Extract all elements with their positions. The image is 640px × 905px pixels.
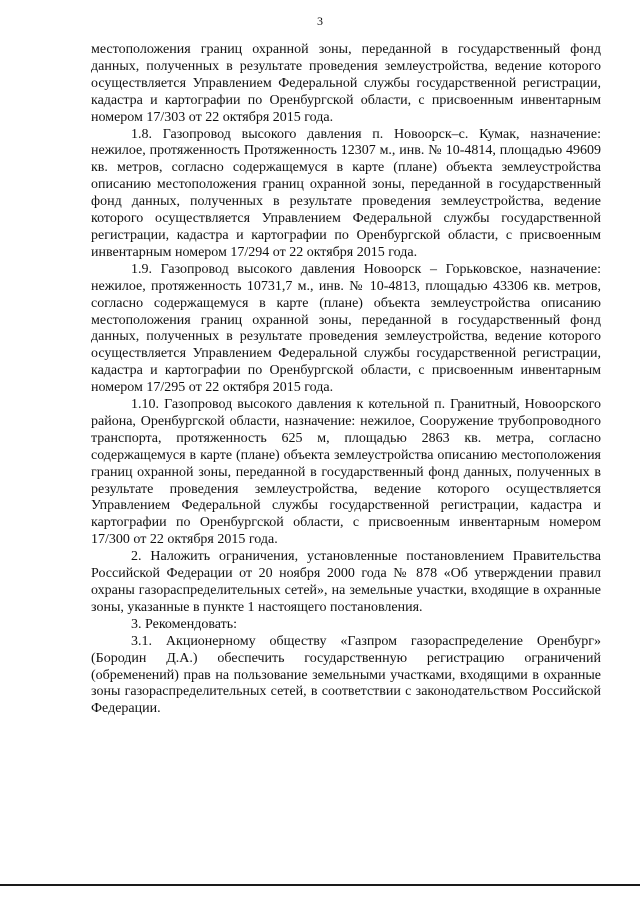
- paragraph-item-1-8: 1.8. Газопровод высокого давления п. Новоорск–с. Кумак, назначение: нежилое, протяженность Протяженность 12307 м., инв. № 10-4814, площадью 49609 кв. метров, согласно содержащемуся в карте (плане) объекта землеустройства описанию местоположения границ охранной зоны, переданной в государственный фонд данных, полученных в результате проведения землеустройства, ведение которого осуществляется Управлением Федеральной службы государственной регистрации, кадастра и картографии по Оренбургской области, с присвоенным инвентарным номером 17/294 от 22 октября 2015 года.: [91, 126, 601, 260]
- document-body: [91, 42, 601, 718]
- bottom-divider: [0, 884, 640, 886]
- paragraph-item-1-9: 1.9. Газопровод высокого давления Новоорск – Горьковское, назначение: нежилое, протяженность 10731,7 м., инв. № 10-4813, площадью 43306 кв. метров, согласно содержащемуся в карте (плане) объекта землеустройства описанию местоположения границ охранной зоны, переданной в государственный фонд данных, полученных в результате проведения землеустройства, ведение которого осуществляется Управлением Федеральной службы государственной регистрации, кадастра и картографии по Оренбургской области, с присвоенным инвентарным номером 17/295 от 22 октября 2015 года.: [91, 261, 601, 396]
- paragraph-item-1-10: 1.10. Газопровод высокого давления к котельной п. Гранитный, Новоорского района, Оренбургской области, назначение: нежилое, Сооружение трубопроводного транспорта, протяженность 625 м, площадью 2863 кв. метра, согласно содержащемуся в карте (плане) объекта землеустройства описанию местоположения границ охранной зоны, переданной в государственный фонд данных, полученных в результате проведения землеустройства, ведение которого осуществляется Управлением Федеральной службы государственной регистрации, кадастра и картографии по Оренбургской области, с присвоенным инвентарным номером 17/300 от 22 октября 2015 года.: [91, 397, 601, 548]
- paragraph-item-2: 2. Наложить ограничения, установленные постановлением Правительства Российской Федерации от 20 ноября 2000 года № 878 «Об утверждении правил охраны газораспределительных сетей», на земельные участки, входящие в охранные зоны, указанные в пункте 1 настоящего постановления.: [91, 549, 601, 615]
- paragraph-item-3: 3. Рекомендовать:: [131, 616, 237, 632]
- page-number: 3: [317, 14, 323, 28]
- paragraph-item-3-1: 3.1. Акционерному обществу «Газпром газораспределение Оренбург» (Бородин Д.А.) обеспечить государственную регистрацию ограничений (обременений) прав на пользование земельными участками, входящими в охранные зоны газораспределительных сетей, в соответствии с законодательством Российской Федерации.: [91, 633, 601, 717]
- paragraph-continuation: местоположения границ охранной зоны, переданной в государственный фонд данных, полученных в результате проведения землеустройства, ведение которого осуществляется Управлением Федеральной службы государственной регистрации, кадастра и картографии по Оренбургской области, с присвоенным инвентарным номером 17/303 от 22 октября 2015 года.: [91, 42, 601, 125]
